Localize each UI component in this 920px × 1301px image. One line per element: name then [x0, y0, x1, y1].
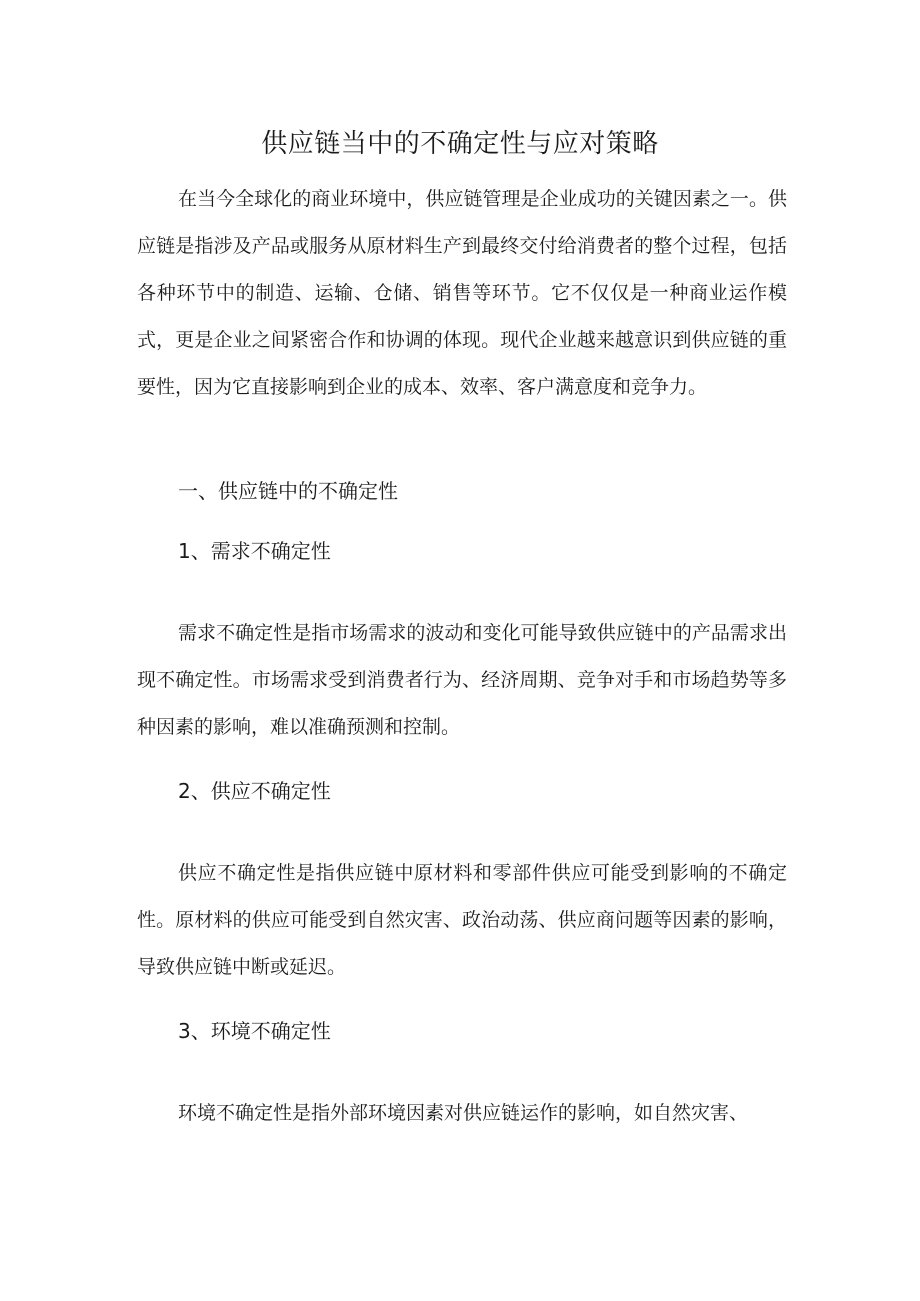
- paragraph-supply-uncertainty: 供应不确定性是指供应链中原材料和零部件供应可能受到影响的不确定性。原材料的供应可能受到自然灾害、政治动荡、供应商问题等因素的影响，导致供应链中断或延迟。: [137, 862, 787, 978]
- section-heading-uncertainty: 一、供应链中的不确定性: [178, 479, 398, 503]
- subheading-environment-uncertainty: 3、环境不确定性: [178, 1019, 331, 1043]
- document-title: 供应链当中的不确定性与应对策略: [261, 129, 659, 159]
- paragraph-environment-uncertainty: 环境不确定性是指外部环境因素对供应链运作的影响，如自然灾害、: [178, 1102, 749, 1124]
- subheading-demand-uncertainty: 1、需求不确定性: [178, 539, 331, 563]
- paragraph-demand-uncertainty: 需求不确定性是指市场需求的波动和变化可能导致供应链中的产品需求出现不确定性。市场需求受到消费者行为、经济周期、竞争对手和市场趋势等多种因素的影响，难以准确预测和控制。: [137, 622, 787, 738]
- subheading-supply-uncertainty: 2、供应不确定性: [178, 779, 331, 803]
- intro-paragraph: 在当今全球化的商业环境中，供应链管理是企业成功的关键因素之一。供应链是指涉及产品或服务从原材料生产到最终交付给消费者的整个过程，包括各种环节中的制造、运输、仓储、销售等环节。它不仅仅是一种商业运作模式，更是企业之间紧密合作和协调的体现。现代企业越来越意识到供应链的重要性，因为它直接影响到企业的成本、效率、客户满意度和竞争力。: [137, 188, 787, 398]
